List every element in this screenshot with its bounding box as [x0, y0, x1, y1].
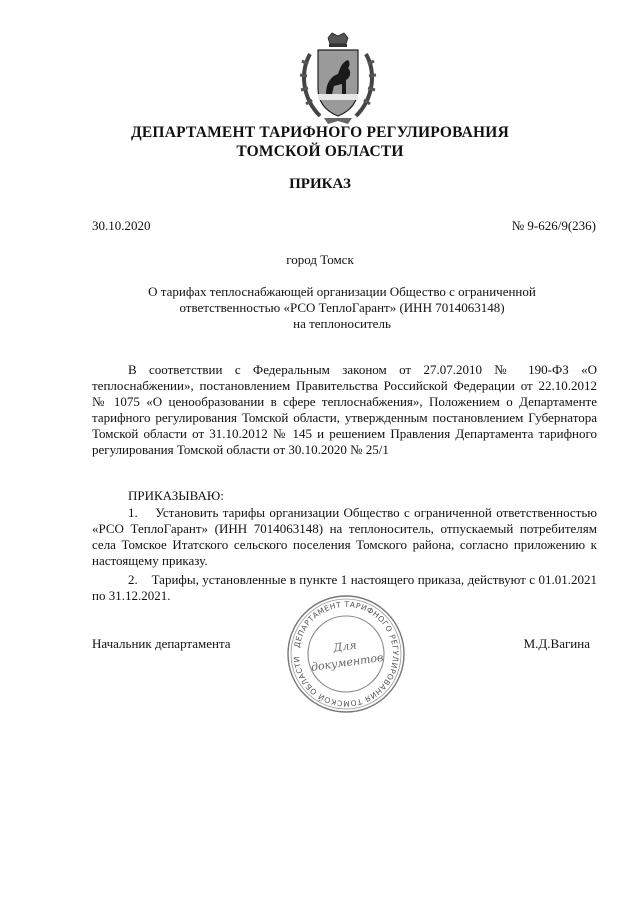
coat-of-arms-icon — [296, 32, 380, 126]
signer-title: Начальник департамента — [92, 636, 231, 651]
stamp-center-line1: Для — [332, 638, 358, 655]
order-item-2: 2. Тарифы, установленные в пункте 1 настоящего приказа, действуют с 01.01.2021 по 31.12.2021. — [92, 572, 597, 603]
order-keyword: ПРИКАЗЫВАЮ: — [128, 488, 224, 503]
subject-line: О тарифах теплоснабжающей организации Общество с ограниченной — [148, 284, 536, 299]
order-subject — [120, 284, 564, 332]
subject-line: ответственностью «РСО ТеплоГарант» (ИНН 7014063148) — [179, 300, 505, 315]
stamp-ring-text: ДЕПАРТАМЕНТ ТАРИФНОГО РЕГУЛИРОВАНИЯ ТОМСКОЙ ОБЛАСТИ — [291, 599, 401, 709]
city: город Томск — [286, 252, 354, 267]
department-title-line1: ДЕПАРТАМЕНТ ТАРИФНОГО РЕГУЛИРОВАНИЯ — [131, 124, 509, 141]
stamp-center-line2: документов — [310, 650, 385, 674]
order-date: 30.10.2020 — [92, 218, 151, 233]
preamble-paragraph: В соответствии с Федеральным законом от 27.07.2010 № 190-ФЗ «О теплоснабжении», постановлением Правительства Российской Федерации от 22.10.2012 № 1075 «О ценообразовании в сфере теплоснабжения», Положением о Департаменте тарифного регулирования Томской области, утвержденным постановлением Губернатора Томской области от 31.10.2012 № 145 и решением Правления Департамента тарифного регулирования Томской области от 30.10.2020 № 25/1 — [92, 362, 597, 457]
order-number: № 9-626/9(236) — [511, 218, 596, 233]
signer-name: М.Д.Вагина — [523, 636, 590, 651]
order-item-1: 1. Установить тарифы организации Общество с ограниченной ответственностью «РСО ТеплоГарант» (ИНН 7014063148) на теплоноситель, отпускаемый потребителям села Томское Итатского сельского поселения Томского района, согласно приложению к настоящему приказу. — [92, 505, 597, 568]
document-type-title: ПРИКАЗ — [289, 176, 351, 192]
subject-line: на теплоноситель — [293, 316, 391, 331]
department-title-line2: ТОМСКОЙ ОБЛАСТИ — [236, 143, 404, 160]
official-stamp — [284, 592, 408, 716]
